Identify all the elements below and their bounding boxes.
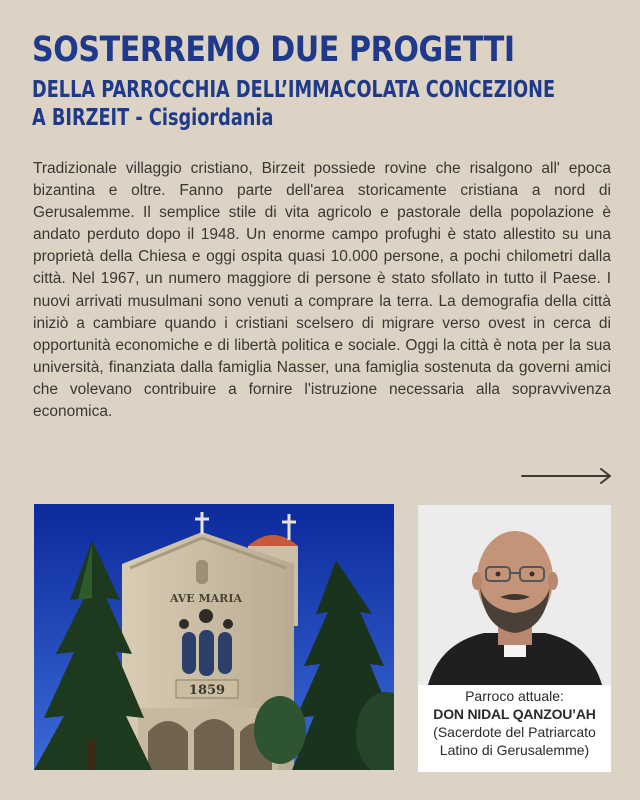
priest-portrait — [418, 505, 611, 685]
priest-caption — [418, 687, 611, 759]
church-inscription: AVE MARIA — [169, 592, 243, 605]
priest-name: DON NIDAL QANZOU’AH — [433, 706, 596, 722]
church-photo — [34, 504, 394, 770]
subtitle-parish: DELLA PARROCCHIA DELL’IMMACOLATA CONCEZIONE — [32, 77, 556, 103]
church-year: 1859 — [188, 683, 226, 698]
subtitle-location: A BIRZEIT - Cisgiordania — [32, 105, 274, 131]
priest-photo — [418, 505, 611, 685]
priest-card — [418, 505, 611, 772]
arrow-right-icon[interactable] — [521, 466, 613, 486]
description-paragraph: Tradizionale villaggio cristiano, Birzeit possiede rovine che risalgono all' epoca bizantina e oltre. Fanno parte dell'area storicamente cristiana a nord di Gerusalemme. Il semplice stile di vita agricolo e pastorale della popolazione è andato perduto dopo il 1948. Un enorme campo profughi è stato allestito su una proprietà della Chiesa e oggi ospita quasi 10.000 persone, a pochi chilometri dalla città. Nel 1967, un numero maggiore di persone è stato sfollato in tutto il Paese. I nuovi arrivati musulmani sono venuti a comprare la terra. La demografia della città iniziò a cambiare quando i cristiani scelsero di migrare verso ovest in cerca di opportunità economiche e di libertà politica e sociale. Oggi la città è nota per la sua università, finanziata dalla famiglia Nasser, una famiglia sostenuta da governi amici che volevano contribuire a fornire l'istruzione necessaria alla sopravvivenza economica. — [33, 160, 611, 421]
priest-role: Parroco attuale: — [465, 688, 564, 704]
page-title: SOSTERREMO DUE PROGETTI — [32, 30, 515, 70]
priest-title-line1: (Sacerdote del Patriarcato — [433, 724, 596, 740]
priest-title-line2: Latino di Gerusalemme) — [439, 742, 590, 758]
church-image — [34, 504, 394, 770]
